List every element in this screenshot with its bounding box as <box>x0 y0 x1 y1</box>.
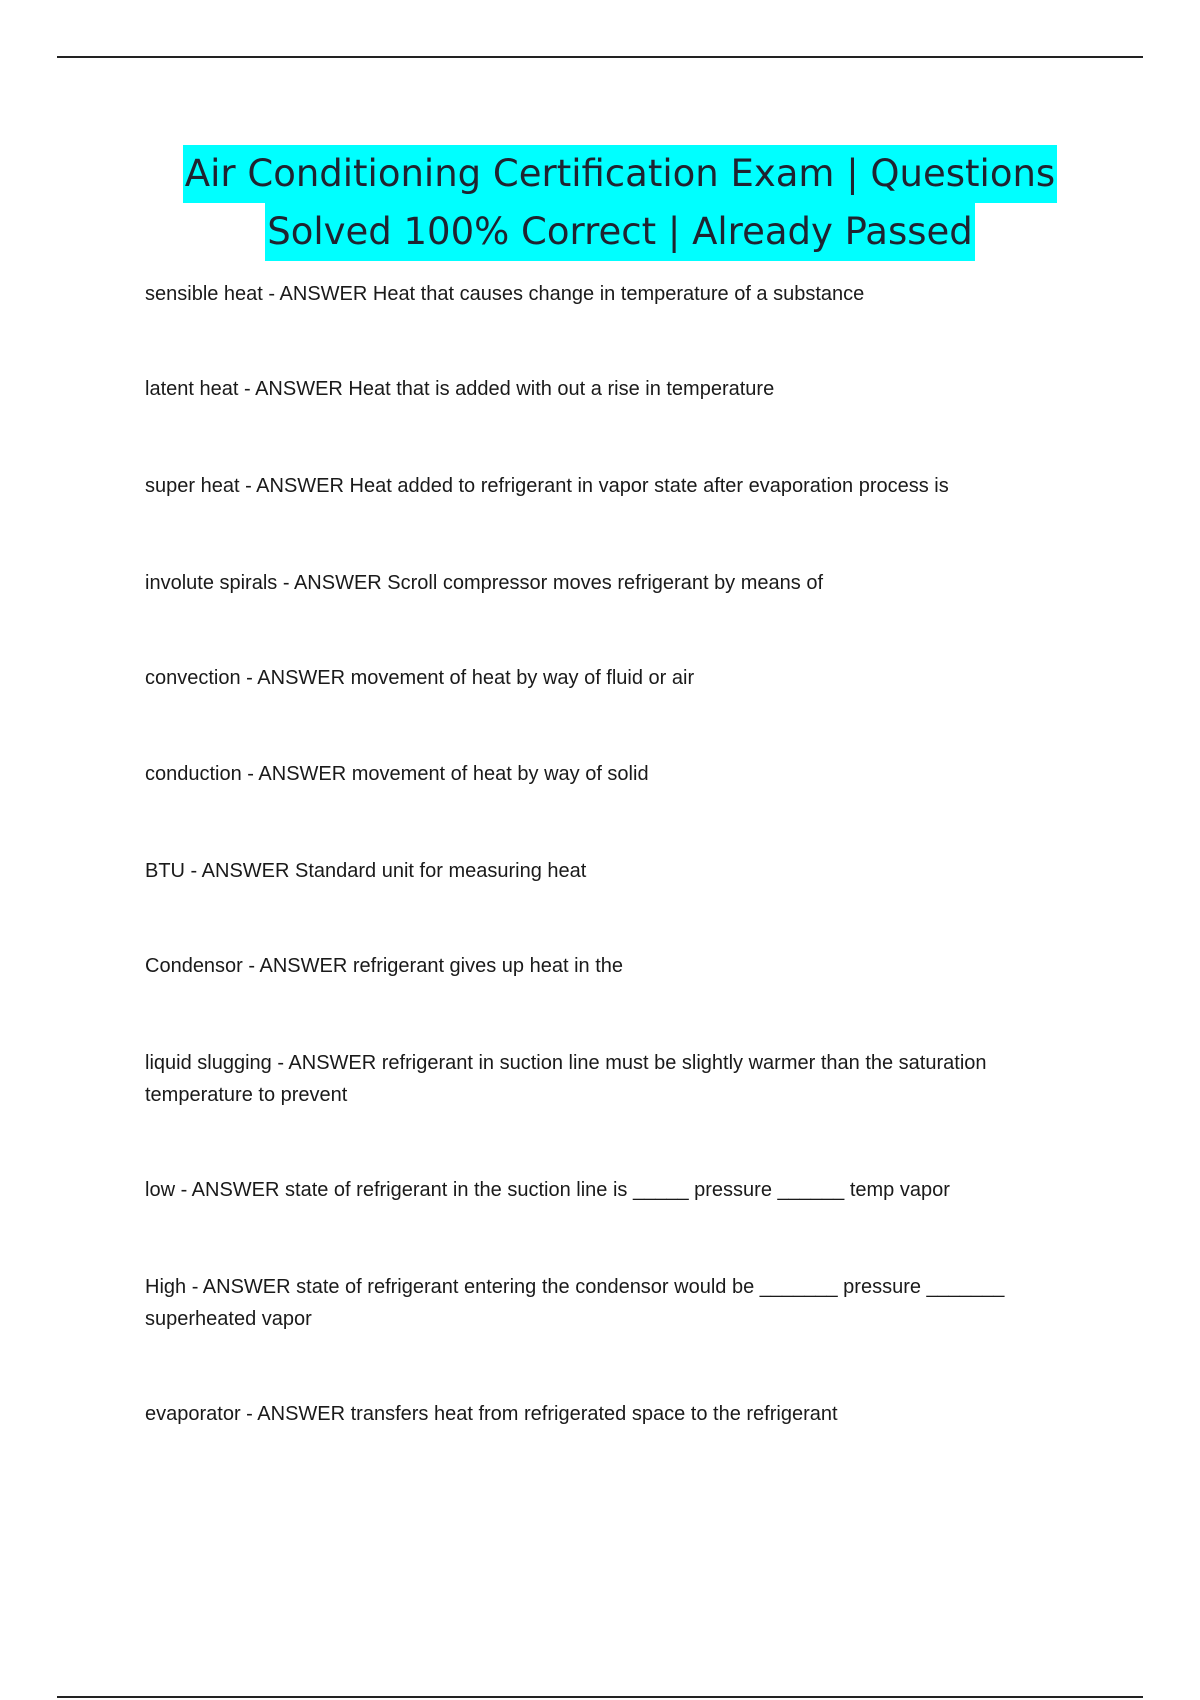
qa-entry-high: High - ANSWER state of refrigerant entering the condensor would be _______ pressure _______ superheated vapor <box>145 1276 1005 1330</box>
title-line-2: Solved 100% Correct | Already Passed <box>265 203 975 261</box>
qa-entry-involute-spirals: involute spirals - ANSWER Scroll compressor moves refrigerant by means of <box>145 572 824 594</box>
qa-entry-super-heat: super heat - ANSWER Heat added to refrigerant in vapor state after evaporation process is <box>145 475 949 497</box>
qa-entry-btu: BTU - ANSWER Standard unit for measuring heat <box>145 860 587 882</box>
qa-entry-conduction: conduction - ANSWER movement of heat by way of solid <box>145 763 649 785</box>
qa-entry-low: low - ANSWER state of refrigerant in the suction line is _____ pressure ______ temp vapor <box>145 1179 950 1201</box>
qa-entry-evaporator: evaporator - ANSWER transfers heat from refrigerated space to the refrigerant <box>145 1403 838 1425</box>
footer-rule <box>57 1696 1143 1698</box>
header-rule <box>57 56 1143 58</box>
qa-entry-liquid-slugging: liquid slugging - ANSWER refrigerant in suction line must be slightly warmer than the saturation temperature to prevent <box>145 1052 987 1106</box>
title-line-1: Air Conditioning Certification Exam | Questions <box>183 145 1057 203</box>
qa-entry-condensor: Condensor - ANSWER refrigerant gives up heat in the <box>145 955 624 977</box>
qa-entry-latent-heat: latent heat - ANSWER Heat that is added with out a rise in temperature <box>145 378 775 400</box>
document-title <box>100 145 1140 261</box>
qa-entry-convection: convection - ANSWER movement of heat by way of fluid or air <box>145 667 695 689</box>
qa-entry-sensible-heat: sensible heat - ANSWER Heat that causes change in temperature of a substance <box>145 283 865 305</box>
